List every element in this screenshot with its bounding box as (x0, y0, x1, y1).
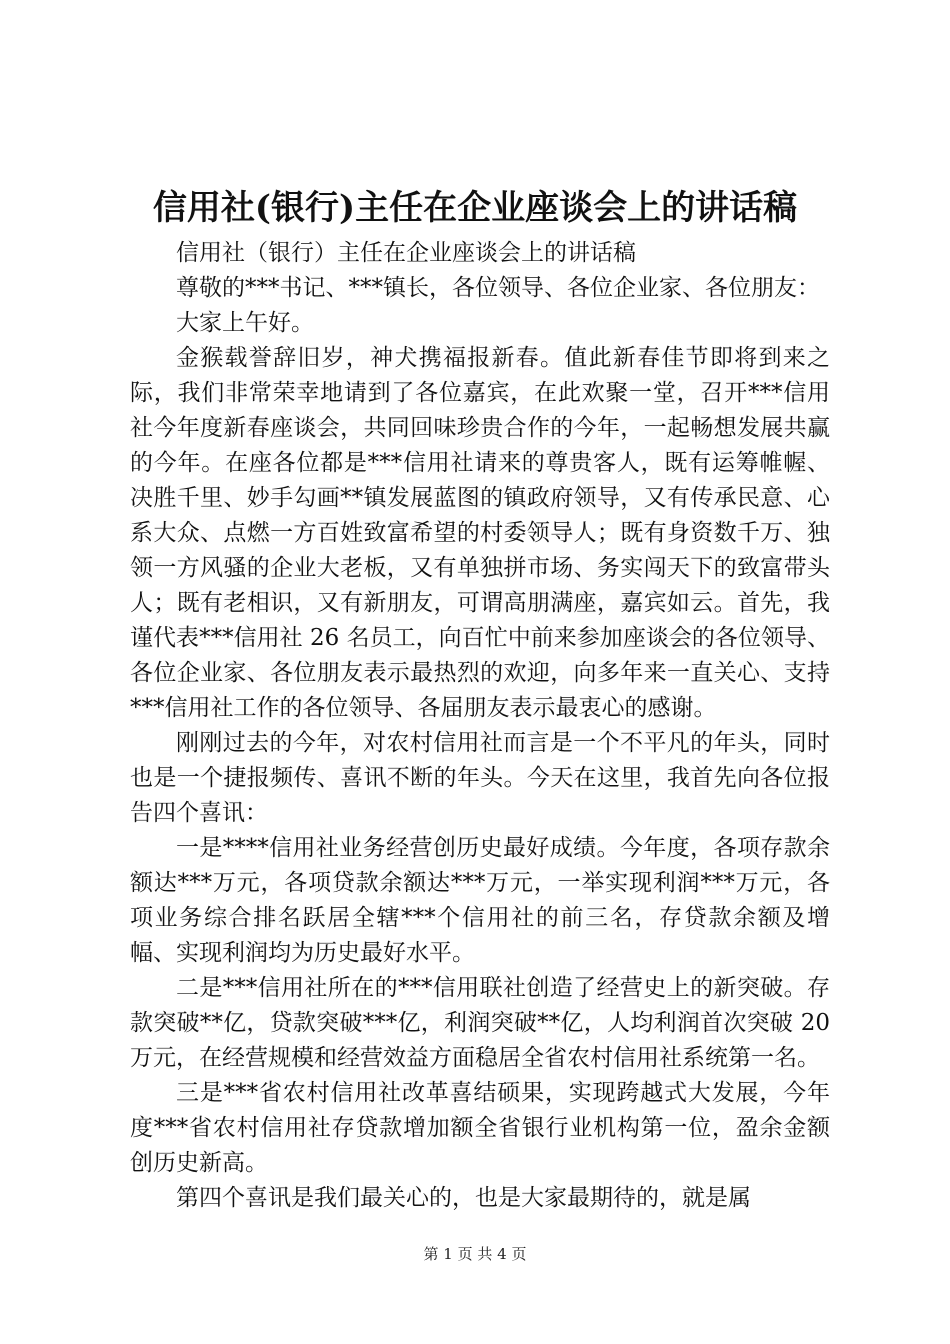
paragraph-salutation: 尊敬的***书记、***镇长，各位领导、各位企业家、各位朋友： (176, 275, 820, 301)
paragraph-review: 刚刚过去的今年，对农村信用社而言是一个不平凡的年头，同时也是一个捷报频传、喜讯不断的年头。今天在这里，我首先向各位报告四个喜讯： (130, 730, 830, 826)
paragraph-subtitle: 信用社（银行）主任在企业座谈会上的讲话稿 (176, 240, 636, 266)
page-footer: 第 1 页 共 4 页 (423, 1245, 527, 1263)
document-title: 信用社(银行)主任在企业座谈会上的讲话稿 (152, 188, 798, 228)
paragraph-news-two: 二是***信用社所在的***信用联社创造了经营史上的新突破。存款突破**亿，贷款突破***亿，利润突破**亿，人均利润首次突破 20 万元，在经营规模和经营效益方面稳居全省农村信用社系统第一名。 (130, 975, 830, 1071)
paragraph-greeting: 大家上午好。 (176, 310, 314, 336)
paragraph-welcome: 金猴载誉辞旧岁，神犬携福报新春。值此新春佳节即将到来之际，我们非常荣幸地请到了各位嘉宾，在此欢聚一堂，召开***信用社今年度新春座谈会，共同回味珍贵合作的今年，一起畅想发展共赢的今年。在座各位都是***信用社请来的尊贵客人，既有运筹帷幄、决胜千里、妙手勾画**镇发展蓝图的镇政府领导，又有传承民意、心系大众、点燃一方百姓致富希望的村委领导人；既有身资数千万、独领一方风骚的企业大老板，又有单独拼市场、务实闯天下的致富带头人；既有老相识，又有新朋友，可谓高朋满座，嘉宾如云。首先，我谨代表***信用社 26 名员工，向百忙中前来参加座谈会的各位领导、各位企业家、各位朋友表示最热烈的欢迎，向多年来一直关心、支持***信用社工作的各位领导、各届朋友表示最衷心的感谢。 (130, 345, 830, 721)
paragraph-news-one: 一是****信用社业务经营创历史最好成绩。今年度，各项存款余额达***万元，各项贷款余额达***万元，一举实现利润***万元，各项业务综合排名跃居全辖***个信用社的前三名，存贷款余额及增幅、实现利润均为历史最好水平。 (130, 835, 830, 966)
paragraph-news-three: 三是***省农村信用社改革喜结硕果，实现跨越式大发展，今年度***省农村信用社存贷款增加额全省银行业机构第一位，盈余金额创历史新高。 (130, 1080, 830, 1176)
document-body (130, 236, 830, 1216)
paragraph-news-four: 第四个喜讯是我们最关心的，也是大家最期待的，就是属 (176, 1185, 751, 1211)
